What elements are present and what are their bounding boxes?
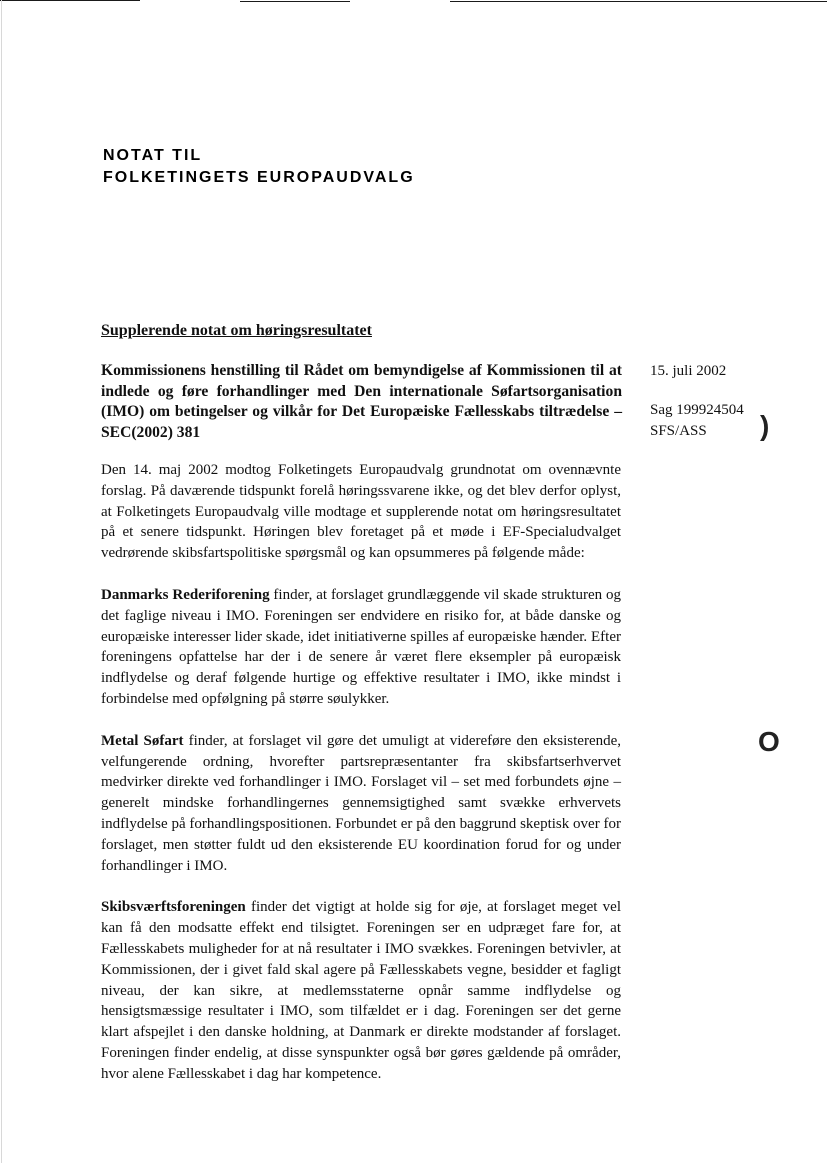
binder-hole-mark: ) bbox=[760, 410, 770, 441]
organization-name: Skibsværftsforeningen bbox=[101, 899, 246, 916]
document-body bbox=[101, 460, 621, 1106]
paragraph-text: finder, at forslaget vil gøre det umuligt at videreføre den eksisterende, velfungerende ordning, hvorefter partsrepræsentanter fra skibsfartserhvervet medvirker direkte ved forhandlinger i IMO. Forslaget vil – set med forbundets øjne – generelt mindske forhandlingernes gennemsigtighed samt svække erhvervets indflydelse på forhandlingspositionen. Forbundet er på den baggrund skeptisk over for forslaget, men støtter fuldt ud den eksisterende EU koordination forud for og under forhandlinger i IMO. bbox=[101, 732, 622, 874]
scan-edge bbox=[1, 0, 2, 1163]
paragraph-text: finder, at forslaget grundlæggende vil skade strukturen og det faglige niveau i IMO. Foreningen ser endvidere en risiko for, at både danske og europæiske interesser lider skade, idet initiativerne spilles af europæiske hænder. Efter foreningens opfattelse har der i de senere år været flere eksempler på europæisk indflydelse og deraf følgende hurtige og effektive resultater i IMO, ikke mindst i forbindelse med opfølgning på større søulykker. bbox=[101, 586, 621, 707]
organization-name: Metal Søfart bbox=[101, 732, 184, 749]
scan-line bbox=[0, 0, 140, 1]
heading-line-1: NOTAT TIL bbox=[103, 147, 203, 164]
document-date: 15. juli 2002 bbox=[650, 363, 727, 379]
paragraph-text: finder det vigtigt at holde sig for øje, at forslaget meget vel kan få den modsatte effekt end tilsigtet. Foreningen ser en udpræget fare for, at Fællesskabets muligheder for at nå resultater i IMO svækkes. Foreningen betvivler, at Kommissionen, der i givet fald skal agere på Fællesskabets vegne, besidder et fagligt niveau, der kan sikre, at medlemsstaterne opnår samme indflydelse og hensigtsmæssige resultater i IMO, som tilfældet er i dag. Foreningen ser det gerne klart afspejlet i den danske holdning, at Danmark er direkte modstander af forslaget. Foreningen finder endelig, at disse synspunkter også bør gøres gældende på områder, hvor alene Fællesskabet i dag har kompetence. bbox=[101, 899, 621, 1082]
binder-hole-mark: O bbox=[758, 726, 780, 757]
organization-name: Danmarks Rederiforening bbox=[101, 586, 270, 603]
case-number: Sag 199924504 bbox=[650, 402, 744, 418]
subject-title: Kommissionens henstilling til Rådet om bemyndigelse af Kommissionen til at indlede og føre forhandlinger med Den internationale Søfartsorganisation (IMO) om betingelser og vilkår for Det Europæiske Fællesskabs tiltrædelse – SEC(2002) 381 bbox=[101, 362, 622, 441]
heading-line-2: FOLKETINGETS EUROPAUDVALG bbox=[103, 169, 415, 186]
reference-initials: SFS/ASS bbox=[650, 423, 707, 439]
scan-line bbox=[240, 1, 350, 2]
document-heading bbox=[103, 145, 415, 189]
scan-line bbox=[450, 1, 827, 2]
paragraph-rederiforening bbox=[101, 585, 621, 710]
paragraph-metal-sofart bbox=[101, 731, 621, 877]
section-title: Supplerende notat om høringsresultatet bbox=[101, 322, 372, 339]
paragraph-intro: Den 14. maj 2002 modtog Folketingets Europaudvalg grundnotat om ovennævnte forslag. På daværende tidspunkt forelå høringssvarene ikke, og det blev derfor oplyst, at Folketingets Europaudvalg ville modtage et supplerende notat om høringsresultatet på et senere tidspunkt. Høringen blev foretaget på et møde i EF-Specialudvalget vedrørende skibsfartspolitiske spørgsmål og kan opsummeres på følgende måde: bbox=[101, 462, 621, 562]
paragraph-skibsvaerftsforeningen bbox=[101, 897, 621, 1084]
